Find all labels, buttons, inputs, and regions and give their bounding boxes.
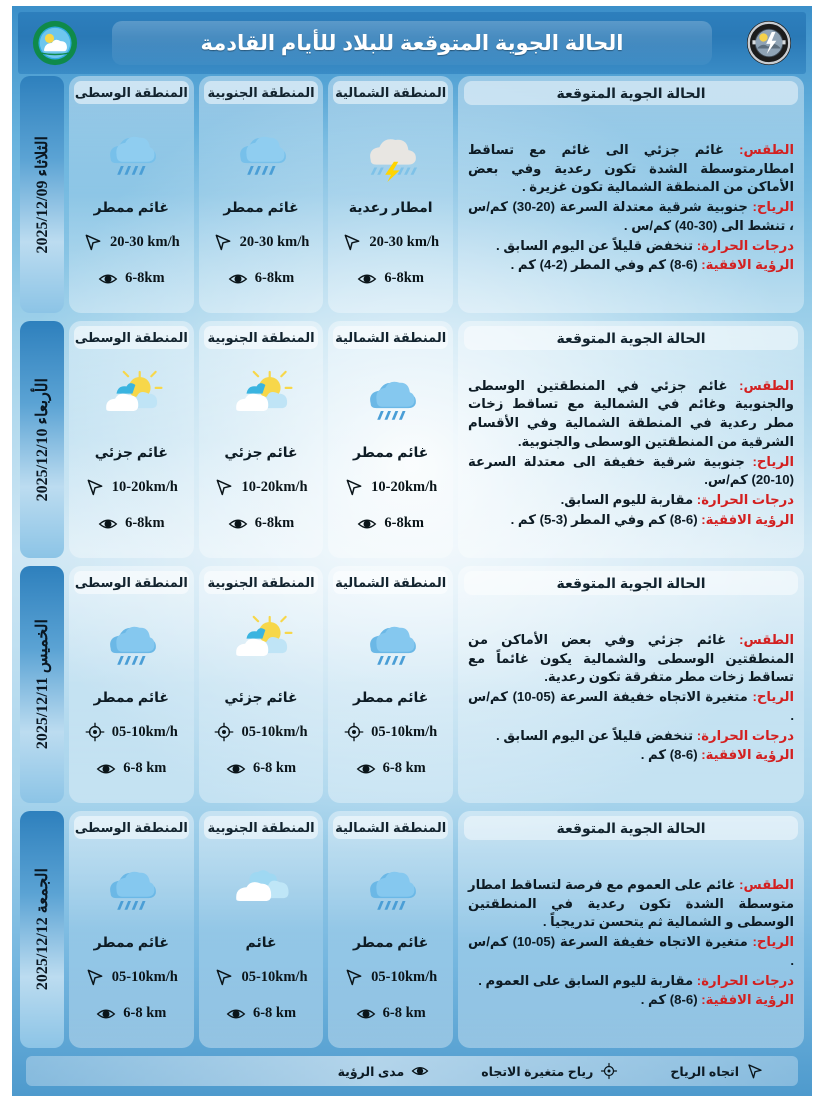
forecast-rows bbox=[12, 76, 812, 1048]
region-columns bbox=[69, 566, 453, 803]
condition-label: غائم ممطر bbox=[352, 933, 429, 950]
visibility-eye-icon bbox=[98, 269, 118, 289]
variable-wind-crosshair-icon bbox=[600, 1062, 618, 1080]
thunderstorm-icon bbox=[354, 124, 428, 182]
visibility-value: 6-8km bbox=[384, 270, 424, 287]
wind-speed-value: 05-10km/h bbox=[111, 968, 178, 985]
wind-speed-value: 20-30 km/h bbox=[369, 233, 440, 250]
page-title: الحالة الجوية المتوقعة للبلاد للأيام القادمة bbox=[200, 31, 624, 55]
visibility-text: (6-8) كم وفي المطر (2-4) كم . bbox=[510, 257, 698, 273]
region-name: المنطقة الوسطى bbox=[74, 816, 189, 839]
wind-direction-arrow-icon bbox=[342, 232, 362, 252]
temperature-text: مقاربة لليوم السابق. bbox=[560, 491, 694, 507]
temperature-label: درجات الحرارة: bbox=[696, 237, 794, 253]
visibility-value: 6-8 km bbox=[382, 760, 426, 777]
visibility-metric bbox=[73, 269, 190, 289]
rain-cloud-icon bbox=[94, 859, 168, 917]
region-name: المنطقة الجنوبية bbox=[204, 326, 319, 349]
wind-metric bbox=[203, 232, 320, 252]
wind-label: الرياح: bbox=[752, 199, 794, 215]
rain-cloud-icon bbox=[94, 614, 168, 672]
weather-line bbox=[468, 631, 794, 687]
legend-wind-direction bbox=[670, 1062, 764, 1080]
page-header bbox=[18, 12, 806, 74]
wind-metric bbox=[203, 722, 320, 742]
wind-line bbox=[468, 688, 794, 725]
wind-metric bbox=[203, 967, 320, 987]
wind-direction-arrow-icon bbox=[83, 232, 103, 252]
forecast-description-card bbox=[458, 321, 804, 558]
visibility-metric bbox=[203, 269, 320, 289]
rain-cloud-icon bbox=[94, 124, 168, 182]
wind-direction-arrow-icon bbox=[746, 1062, 764, 1080]
visibility-metric bbox=[73, 1004, 190, 1024]
visibility-metric bbox=[73, 514, 190, 534]
weather-label: الطقس: bbox=[739, 631, 794, 647]
temperature-line bbox=[468, 491, 794, 510]
wind-metric bbox=[73, 722, 190, 742]
weather-text: غائم جزئي الى غائم مع تساقط امطارمتوسطة الشدة تكون رعدية وفي بعض الأماكن من المنطقة الشمالية تكون غزيرة . bbox=[468, 141, 794, 195]
forecast-heading: الحالة الجوية المتوقعة bbox=[464, 816, 798, 840]
region-body bbox=[328, 839, 453, 1048]
legend-label: مدى الرؤية bbox=[337, 1064, 405, 1079]
variable-wind-crosshair-icon bbox=[85, 722, 105, 742]
visibility-label: الرؤية الافقية: bbox=[701, 747, 794, 763]
region-column-south bbox=[199, 321, 324, 558]
region-body bbox=[69, 839, 194, 1048]
visibility-value: 6-8 km bbox=[123, 760, 167, 777]
visibility-eye-icon bbox=[357, 269, 377, 289]
forecast-heading: الحالة الجوية المتوقعة bbox=[464, 571, 798, 595]
region-name: المنطقة الشمالية bbox=[333, 326, 448, 349]
wind-speed-value: 05-10km/h bbox=[241, 968, 308, 985]
region-body bbox=[69, 594, 194, 803]
region-column-north bbox=[328, 321, 453, 558]
forecast-body bbox=[458, 597, 804, 797]
forecast-description-card bbox=[458, 566, 804, 803]
wind-metric bbox=[73, 232, 190, 252]
wind-direction-arrow-icon bbox=[213, 232, 233, 252]
rain-cloud-icon bbox=[354, 859, 428, 917]
visibility-metric bbox=[332, 759, 449, 779]
visibility-eye-icon bbox=[356, 759, 376, 779]
weather-label: الطقس: bbox=[739, 141, 794, 157]
wind-line bbox=[468, 453, 794, 490]
visibility-text: (6-8) كم وفي المطر (3-5) كم . bbox=[510, 511, 698, 527]
region-body bbox=[328, 594, 453, 803]
date-label: الأربعاء 2025/12/10 bbox=[33, 377, 51, 502]
rain-cloud-icon bbox=[224, 124, 298, 182]
visibility-value: 6-8 km bbox=[252, 1005, 297, 1022]
wind-metric bbox=[332, 722, 449, 742]
region-name: المنطقة الشمالية bbox=[333, 81, 448, 104]
infographic-page bbox=[12, 6, 812, 1096]
forecast-body bbox=[458, 352, 804, 552]
forecast-heading: الحالة الجوية المتوقعة bbox=[464, 81, 798, 105]
date-label: الخميس 2025/12/11 bbox=[33, 619, 51, 750]
legend-label: رياح متغيرة الاتجاه bbox=[481, 1064, 594, 1079]
date-rail bbox=[20, 321, 64, 558]
weather-line bbox=[468, 876, 794, 932]
wind-direction-arrow-icon bbox=[344, 967, 364, 987]
condition-label: غائم ممطر bbox=[93, 933, 169, 950]
visibility-eye-icon bbox=[96, 1004, 116, 1024]
visibility-eye-icon bbox=[98, 514, 118, 534]
visibility-value: 6-8 km bbox=[123, 1005, 167, 1022]
wind-speed-value: 05-10km/h bbox=[371, 968, 438, 985]
wind-metric bbox=[332, 232, 449, 252]
region-body bbox=[199, 104, 324, 313]
wind-metric bbox=[73, 967, 190, 987]
visibility-value: 6-8km bbox=[384, 515, 424, 532]
partly-cloudy-icon bbox=[94, 369, 168, 427]
weather-line bbox=[468, 141, 794, 197]
day-row bbox=[20, 321, 804, 558]
wind-direction-arrow-icon bbox=[85, 477, 105, 497]
wind-label: الرياح: bbox=[752, 453, 794, 469]
wind-speed-value: 10-20km/h bbox=[241, 478, 308, 495]
visibility-text: (6-8) كم . bbox=[640, 992, 698, 1008]
wind-line bbox=[468, 933, 794, 970]
region-column-central bbox=[69, 566, 194, 803]
wind-metric bbox=[203, 477, 320, 497]
region-name: المنطقة الوسطى bbox=[74, 326, 189, 349]
wind-direction-arrow-icon bbox=[214, 967, 234, 987]
visibility-line bbox=[468, 256, 794, 275]
visibility-value: 6-8 km bbox=[252, 760, 297, 777]
condition-label: غائم جزئي bbox=[94, 443, 168, 460]
wind-metric bbox=[332, 477, 449, 497]
wind-speed-value: 05-10km/h bbox=[111, 723, 178, 740]
rain-cloud-icon bbox=[354, 369, 428, 427]
weather-label: الطقس: bbox=[739, 377, 794, 393]
wind-speed-value: 20-30 km/h bbox=[109, 233, 180, 250]
wind-label: الرياح: bbox=[752, 934, 794, 950]
visibility-value: 6-8km bbox=[254, 270, 295, 287]
visibility-metric bbox=[203, 759, 320, 779]
region-column-south bbox=[199, 76, 324, 313]
region-columns bbox=[69, 321, 453, 558]
temperature-line bbox=[468, 237, 794, 256]
temperature-text: تنخفض قليلاً عن اليوم السابق . bbox=[496, 727, 694, 743]
sun-cloud-emblem-logo bbox=[32, 20, 78, 66]
region-body bbox=[199, 349, 324, 558]
weather-line bbox=[468, 377, 794, 452]
region-name: المنطقة الشمالية bbox=[333, 571, 448, 594]
condition-label: غائم ممطر bbox=[223, 198, 299, 215]
visibility-metric bbox=[203, 514, 320, 534]
region-name: المنطقة الشمالية bbox=[333, 816, 448, 839]
date-rail bbox=[20, 76, 64, 313]
region-body bbox=[199, 594, 324, 803]
temperature-line bbox=[468, 727, 794, 746]
region-column-south bbox=[199, 811, 324, 1048]
wind-text: متغيرة الاتجاه خفيفة السرعة (05-10) كم/س . bbox=[468, 934, 794, 968]
lightning-emblem-logo bbox=[746, 20, 792, 66]
forecast-body bbox=[458, 842, 804, 1042]
wind-direction-arrow-icon bbox=[85, 967, 105, 987]
region-name: المنطقة الوسطى bbox=[74, 571, 189, 594]
visibility-line bbox=[468, 991, 794, 1010]
region-name: المنطقة الجنوبية bbox=[204, 816, 319, 839]
visibility-line bbox=[468, 511, 794, 530]
region-column-central bbox=[69, 76, 194, 313]
visibility-metric bbox=[332, 269, 449, 289]
region-body bbox=[69, 349, 194, 558]
visibility-text: (6-8) كم . bbox=[640, 747, 698, 763]
temperature-label: درجات الحرارة: bbox=[696, 491, 794, 507]
region-name: المنطقة الجنوبية bbox=[204, 571, 319, 594]
visibility-metric bbox=[73, 759, 190, 779]
region-body bbox=[69, 104, 194, 313]
wind-speed-value: 05-10km/h bbox=[371, 723, 438, 740]
condition-label: غائم ممطر bbox=[93, 198, 169, 215]
weather-text: غائم جزئي وفي بعض الأماكن من المنطقتين الوسطى والشمالية يكون غائماً مع تساقط زخات مطر متفرقة تكون رعدية. bbox=[468, 631, 794, 685]
condition-label: غائم جزئي bbox=[224, 443, 298, 460]
forecast-heading: الحالة الجوية المتوقعة bbox=[464, 326, 798, 350]
cloudy-icon bbox=[224, 859, 298, 917]
legend-variable-wind bbox=[481, 1062, 618, 1080]
region-name: المنطقة الوسطى bbox=[74, 81, 189, 104]
wind-text: متغيرة الاتجاه خفيفة السرعة (05-10) كم/س . bbox=[468, 689, 794, 723]
visibility-metric bbox=[332, 1004, 449, 1024]
region-body bbox=[328, 104, 453, 313]
temperature-text: مقاربة لليوم السابق على العموم . bbox=[478, 972, 694, 988]
visibility-eye-icon bbox=[228, 269, 248, 289]
day-row bbox=[20, 566, 804, 803]
region-name: المنطقة الجنوبية bbox=[204, 81, 319, 104]
wind-metric bbox=[332, 967, 449, 987]
condition-label: غائم ممطر bbox=[352, 688, 429, 705]
wind-speed-value: 20-30 km/h bbox=[239, 233, 310, 250]
region-body bbox=[199, 839, 324, 1048]
date-label: الثلاثاء 2025/12/09 bbox=[33, 135, 51, 254]
visibility-eye-icon bbox=[226, 759, 246, 779]
visibility-value: 6-8 km bbox=[382, 1005, 426, 1022]
visibility-label: الرؤية الافقية: bbox=[701, 992, 794, 1008]
visibility-line bbox=[468, 746, 794, 765]
temperature-label: درجات الحرارة: bbox=[696, 727, 794, 743]
weather-label: الطقس: bbox=[739, 876, 794, 892]
visibility-eye-icon bbox=[411, 1062, 429, 1080]
region-column-north bbox=[328, 811, 453, 1048]
wind-label: الرياح: bbox=[752, 689, 794, 705]
visibility-value: 6-8km bbox=[125, 270, 165, 287]
condition-label: امطار رعدية bbox=[348, 198, 433, 215]
wind-text: جنوبية شرقية معتدلة السرعة (20-30) كم/س ، تنشط الى (30-40) كم/س . bbox=[468, 199, 794, 233]
visibility-metric bbox=[332, 514, 449, 534]
partly-cloudy-icon bbox=[224, 614, 298, 672]
wind-direction-arrow-icon bbox=[214, 477, 234, 497]
visibility-value: 6-8km bbox=[125, 515, 165, 532]
variable-wind-crosshair-icon bbox=[344, 722, 364, 742]
visibility-label: الرؤية الافقية: bbox=[701, 511, 794, 527]
legend-visibility bbox=[338, 1062, 430, 1080]
condition-label: غائم bbox=[245, 933, 277, 950]
legend-label: اتجاه الرياح bbox=[670, 1064, 739, 1079]
visibility-label: الرؤية الافقية: bbox=[701, 257, 794, 273]
partly-cloudy-icon bbox=[224, 369, 298, 427]
forecast-body bbox=[458, 107, 804, 307]
wind-speed-value: 10-20km/h bbox=[111, 478, 178, 495]
visibility-eye-icon bbox=[96, 759, 116, 779]
region-column-north bbox=[328, 76, 453, 313]
date-label: الجمعة 2025/12/12 bbox=[33, 868, 51, 991]
condition-label: غائم جزئي bbox=[224, 688, 298, 705]
wind-speed-value: 05-10km/h bbox=[241, 723, 308, 740]
day-row bbox=[20, 76, 804, 313]
wind-metric bbox=[73, 477, 190, 497]
region-body bbox=[328, 349, 453, 558]
region-column-central bbox=[69, 321, 194, 558]
wind-text: جنوبية شرقية خفيفة الى معتدلة السرعة (10-20) كم/س. bbox=[468, 453, 794, 488]
visibility-eye-icon bbox=[228, 514, 248, 534]
region-column-central bbox=[69, 811, 194, 1048]
weather-text: غائم على العموم مع فرصة لتساقط امطار متوسطة الشدة تكون رعدية في المنطقتين الوسطى و الشمالية ثم يتحسن تدريجياً . bbox=[468, 876, 794, 930]
rain-cloud-icon bbox=[354, 614, 428, 672]
wind-direction-arrow-icon bbox=[344, 477, 364, 497]
variable-wind-crosshair-icon bbox=[214, 722, 234, 742]
visibility-eye-icon bbox=[357, 514, 377, 534]
condition-label: غائم ممطر bbox=[352, 443, 429, 460]
forecast-description-card bbox=[458, 811, 804, 1048]
temperature-label: درجات الحرارة: bbox=[696, 972, 794, 988]
region-column-north bbox=[328, 566, 453, 803]
forecast-description-card bbox=[458, 76, 804, 313]
footer-legend bbox=[26, 1056, 798, 1086]
temperature-line bbox=[468, 972, 794, 991]
title-plate bbox=[112, 21, 712, 65]
visibility-eye-icon bbox=[226, 1004, 246, 1024]
region-columns bbox=[69, 811, 453, 1048]
region-columns bbox=[69, 76, 453, 313]
visibility-metric bbox=[203, 1004, 320, 1024]
visibility-eye-icon bbox=[356, 1004, 376, 1024]
date-rail bbox=[20, 566, 64, 803]
temperature-text: تنخفض قليلاً عن اليوم السابق . bbox=[496, 237, 694, 253]
date-rail bbox=[20, 811, 64, 1048]
wind-line bbox=[468, 198, 794, 235]
wind-speed-value: 10-20km/h bbox=[371, 478, 438, 495]
region-column-south bbox=[199, 566, 324, 803]
day-row bbox=[20, 811, 804, 1048]
weather-text: غائم جزئي في المنطقتين الوسطى والجنوبية وغائم في الشمالية مع تساقط زخات مطر رعدية في المنطقة الشمالية وفي الأقسام الشرقية من المنطقتين الوسطى والجنوبية. bbox=[468, 377, 794, 449]
visibility-value: 6-8km bbox=[254, 515, 295, 532]
condition-label: غائم ممطر bbox=[93, 688, 169, 705]
